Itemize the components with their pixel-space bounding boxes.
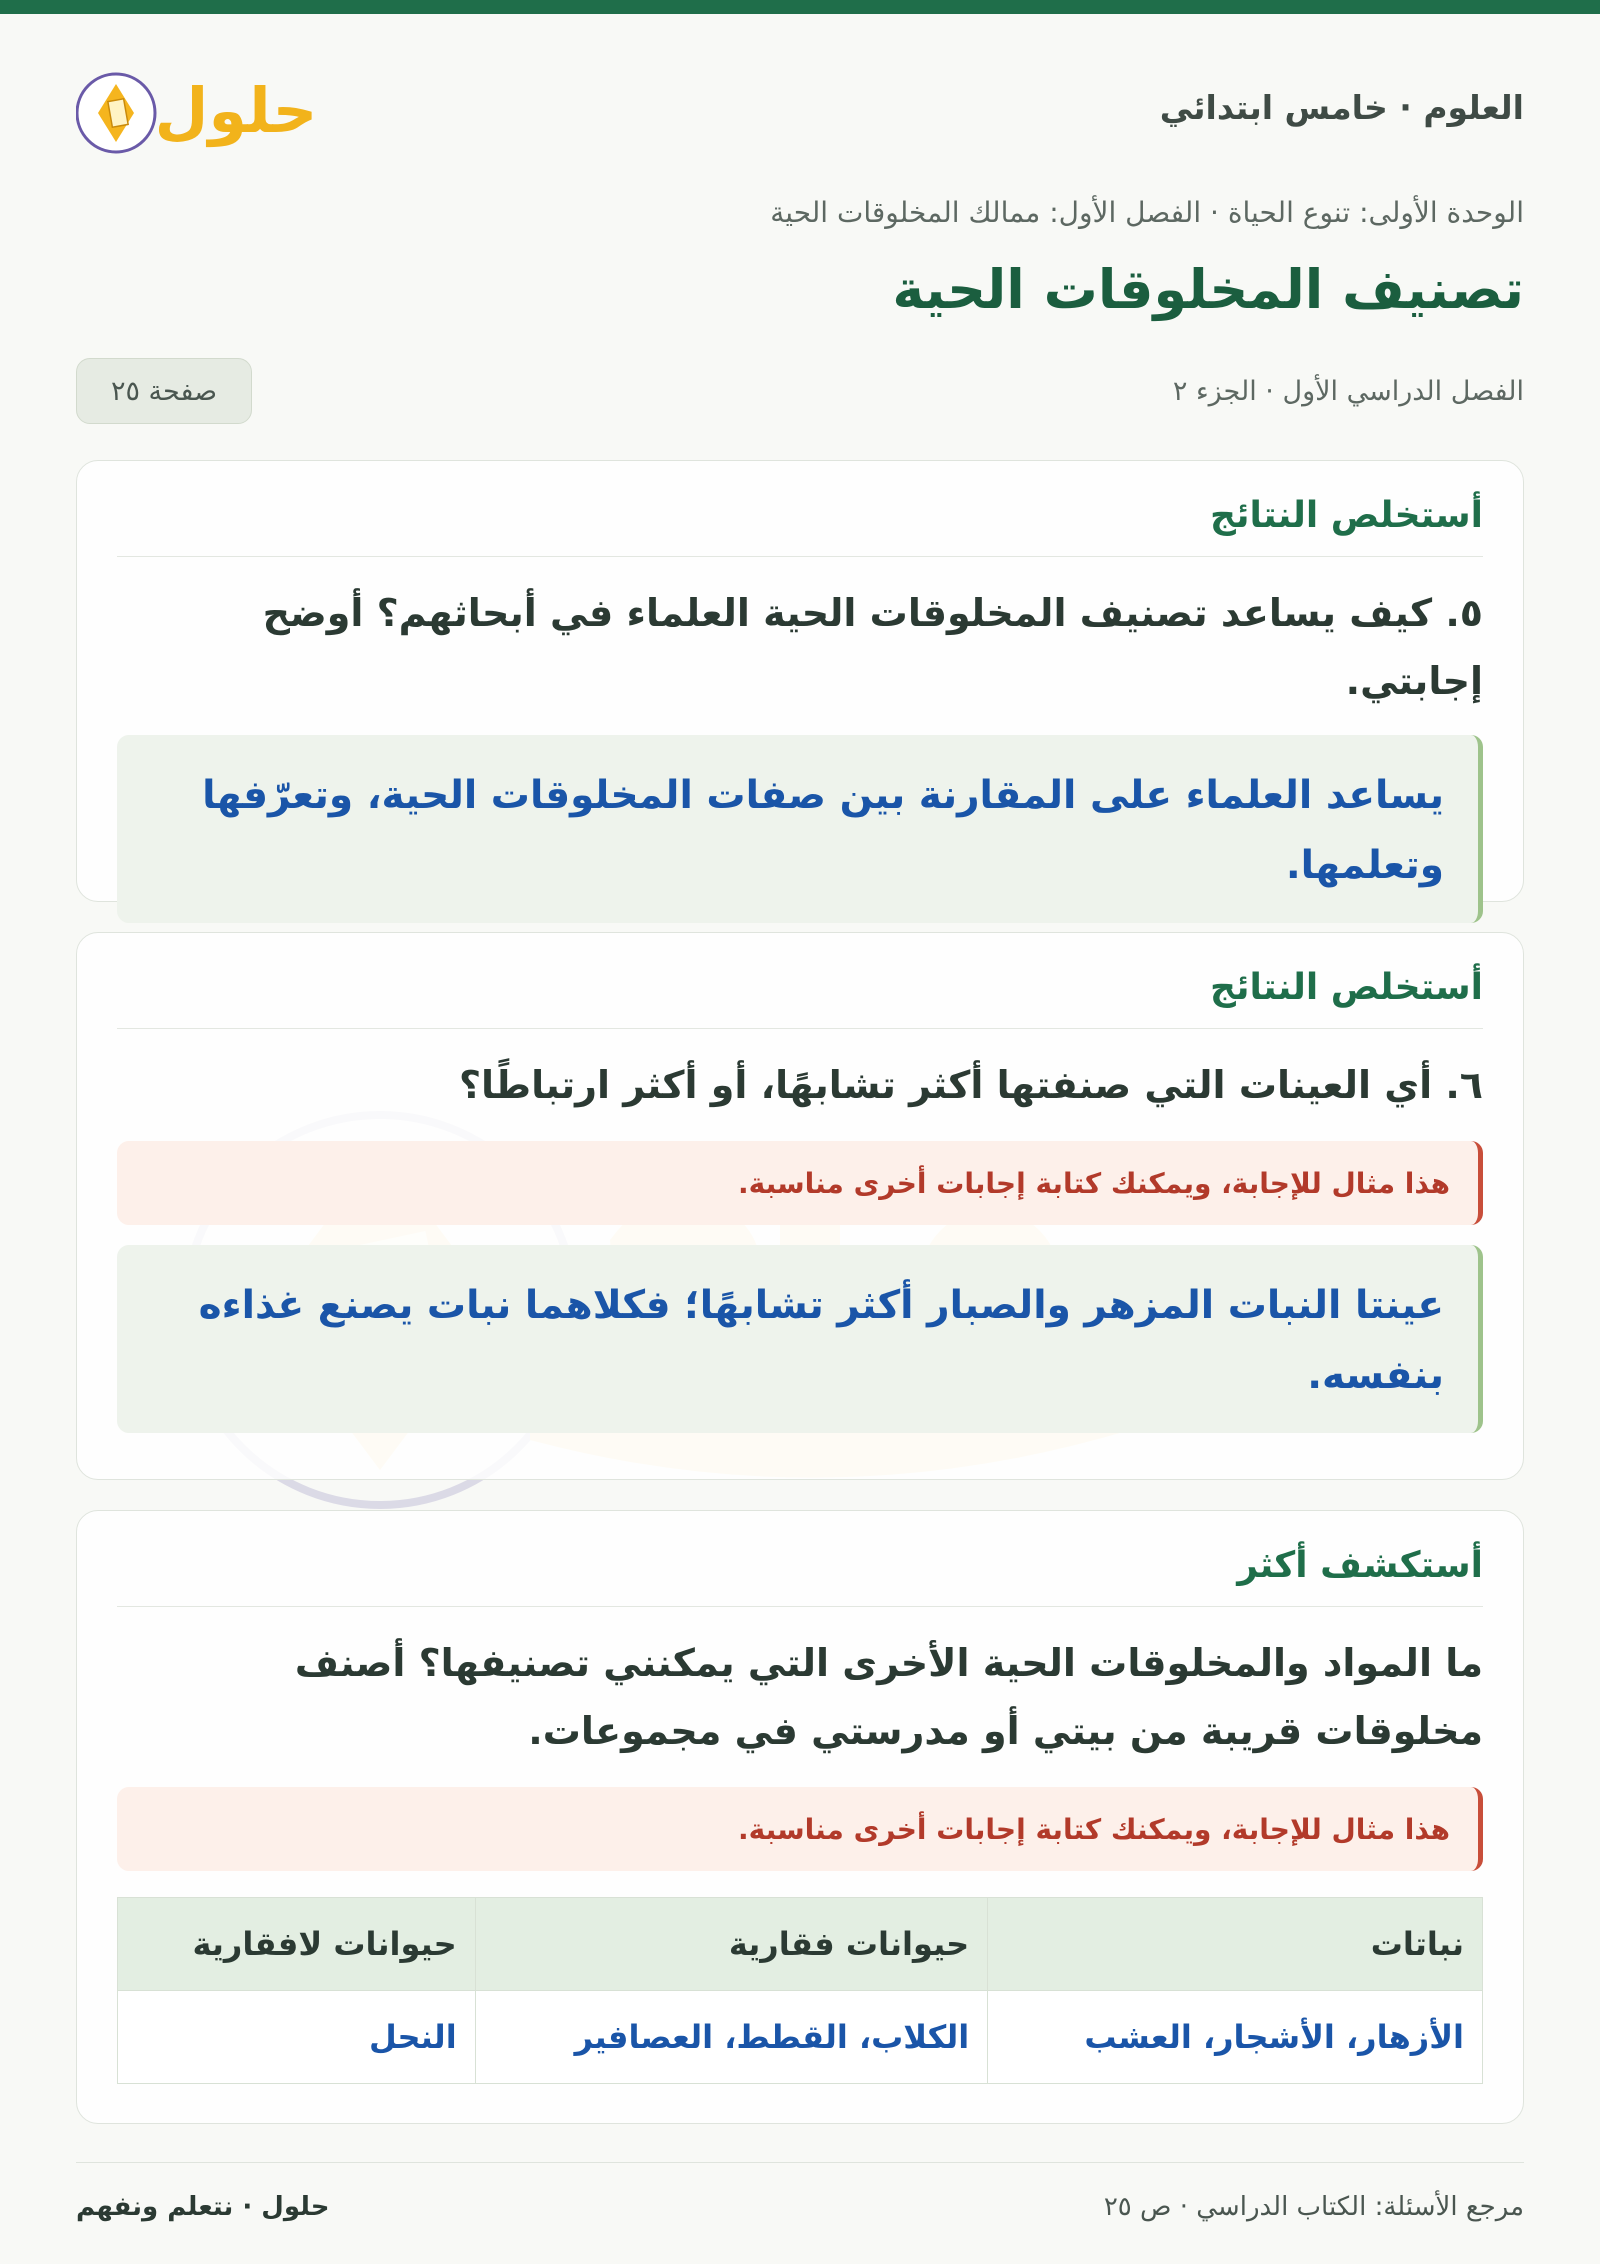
explore-card [76,1510,1524,2124]
question-text: ٥. كيف يساعد تصنيف المخلوقات الحية العلماء في أبحاثهم؟ أوضح إجابتي. [262,591,1483,703]
footer-brand[interactable]: حلول · نتعلم ونفهم [76,2192,330,2222]
card-title: أستخلص النتائج [117,933,1483,1029]
table-cell: الأزهار، الأشجار، العشب [988,1991,1483,2084]
semester-info: الفصل الدراسي الأول · الجزء ٢ [1172,376,1524,407]
table-cell: النحل [118,1991,476,2084]
question-text: ما المواد والمخلوقات الحية الأخرى التي يمكنني تصنيفها؟ أصنف مخلوقات قريبة من بيتي أو مدرستي في مجموعات. [294,1641,1483,1753]
classification-table [117,1897,1483,2084]
card-title: أستكشف أكثر [117,1511,1483,1607]
answer-box: عينتا النبات المزهر والصبار أكثر تشابهًا؛ فكلاهما نبات يصنع غذاءه بنفسه. [117,1245,1483,1433]
page-title: تصنيف المخلوقات الحية [892,258,1524,321]
answer-note: هذا مثال للإجابة، ويمكنك كتابة إجابات أخرى مناسبة. [117,1141,1483,1225]
table-header: حيوانات لافقارية [118,1898,476,1991]
question-card-6 [76,932,1524,1480]
answer-box: يساعد العلماء على المقارنة بين صفات المخلوقات الحية، وتعرّفها وتعلمها. [117,735,1483,923]
table-header: حيوانات فقارية [475,1898,988,1991]
site-logo[interactable] [76,60,336,170]
answer-note: هذا مثال للإجابة، ويمكنك كتابة إجابات أخرى مناسبة. [117,1787,1483,1871]
table-row [118,1991,1483,2084]
footer-divider [76,2162,1524,2163]
page-number-badge: صفحة ٢٥ [76,358,252,424]
book-icon [76,60,336,170]
breadcrumb: الوحدة الأولى: تنوع الحياة · الفصل الأول: ممالك المخلوقات الحية [770,196,1524,229]
footer-reference: مرجع الأسئلة: الكتاب الدراسي · ص ٢٥ [1103,2192,1524,2222]
logo-wordmark: حلول [154,74,318,147]
page-header [76,60,1524,170]
card-title: أستخلص النتائج [117,461,1483,557]
table-header: نباتات [988,1898,1483,1991]
question-text: ٦. أي العينات التي صنفتها أكثر تشابهًا، أو أكثر ارتباطًا؟ [459,1063,1483,1107]
top-accent-bar [0,0,1600,14]
subject-label: العلوم · خامس ابتدائي [1159,88,1524,127]
table-header-row [118,1898,1483,1991]
question-card-5 [76,460,1524,902]
table-cell: الكلاب، القطط، العصافير [475,1991,988,2084]
